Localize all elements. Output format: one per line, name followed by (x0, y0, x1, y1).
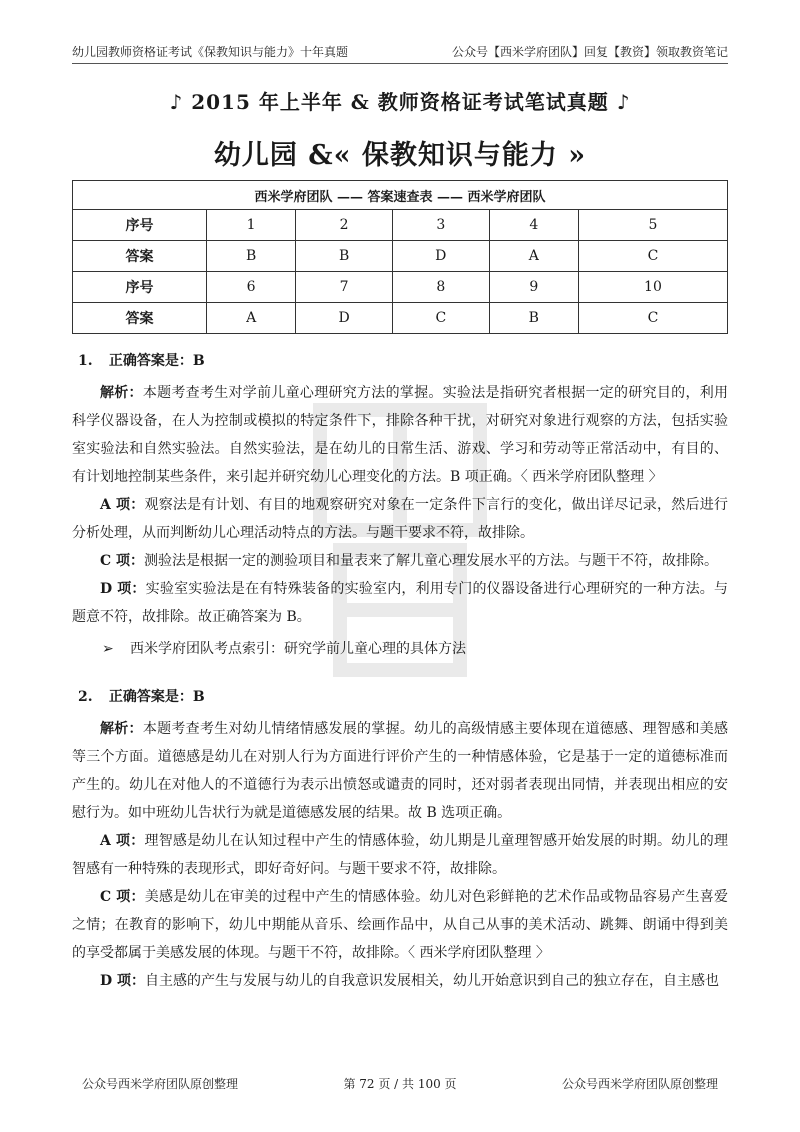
option-label: A 项： (100, 833, 145, 849)
table-cell: C (578, 241, 727, 272)
table-cell: 4 (489, 210, 578, 241)
table-cell: A (207, 303, 296, 334)
row-label: 序号 (73, 272, 207, 303)
option-text: 美感是幼儿在审美的过程中产生的情感体验。幼儿对色彩鲜艳的艺术作品或物品容易产生喜爱之情；在教育的影响下，幼儿中期能从音乐、绘画作品中，从自己从事的美术活动、跳舞、朗诵中得到美的享受都属于美感发展的体现。与题干不符，故排除。〈 西米学府团队整理 〉 (72, 889, 728, 961)
table-cell: B (207, 241, 296, 272)
table-cell: D (392, 241, 489, 272)
row-label: 答案 (73, 241, 207, 272)
option-text: 测验法是根据一定的测验项目和量表来了解儿童心理发展水平的方法。与题干不符，故排除。 (144, 553, 719, 569)
option-paragraph (72, 547, 728, 575)
table-cell: 6 (207, 272, 296, 303)
option-text: 实验室实验法是在有特殊装备的实验室内，利用专门的仪器设备进行心理研究的一种方法。与题意不符，故排除。故正确答案为 B。 (72, 581, 729, 625)
table-cell: C (392, 303, 489, 334)
table-cell: A (489, 241, 578, 272)
table-cell: 10 (578, 272, 727, 303)
page-title: ♪ 2015 年上半年 & 教师资格证考试笔试真题 ♪ (169, 90, 631, 114)
question-heading (78, 683, 728, 711)
question-heading (78, 347, 728, 375)
option-text: 观察法是有计划、有目的地观察研究对象在一定条件下言行的变化，做出详尽记录，然后进行分析处理，从而判断幼儿心理活动特点的方法。与题干要求不符，故排除。 (72, 497, 728, 541)
option-label: D 项： (100, 973, 146, 989)
analysis-label: 解析： (100, 721, 143, 737)
table-row (73, 210, 728, 241)
page-number: 第 72 页 / 共 100 页 (343, 1077, 457, 1091)
option-paragraph (72, 575, 728, 631)
table-cell: B (296, 241, 393, 272)
table-cell: 8 (392, 272, 489, 303)
option-text: 自主感的产生与发展与幼儿的自我意识发展相关，幼儿开始意识到自己的独立存在，自主感也 (145, 973, 720, 989)
table-cell: 9 (489, 272, 578, 303)
question-number: 2. (78, 689, 93, 705)
table-cell: 3 (392, 210, 489, 241)
analysis-paragraph (72, 379, 728, 491)
analysis-paragraph (72, 715, 728, 827)
table-cell: 1 (207, 210, 296, 241)
table-caption: 西米学府团队 —— 答案速查表 —— 西米学府团队 (73, 181, 728, 210)
footer-right: 公众号西米学府团队原创整理 (561, 1077, 718, 1091)
page-footer (72, 1075, 728, 1095)
index-note-text: 西米学府团队考点索引：研究学前儿童心理的具体方法 (130, 641, 466, 657)
option-paragraph (72, 491, 728, 547)
option-label: C 项： (100, 889, 145, 905)
option-paragraph (72, 967, 728, 995)
analysis-text: 本题考查考生对学前儿童心理研究方法的掌握。实验法是指研究者根据一定的研究目的，利用科学仪器设备，在人为控制或模拟的特定条件下，排除各种干扰，对研究对象进行观察的方法，包括实验室实验法和自然实验法。自然实验法，是在幼儿的日常生活、游戏、学习和劳动等正常活动中，有目的、有计划地控制某些条件，来引起并研究幼儿心理变化的方法。B 项正确。〈 西米学府团队整理 〉 (72, 385, 729, 485)
header-left: 幼儿园教师资格证考试《保教知识与能力》十年真题 (72, 45, 349, 59)
option-label: A 项： (100, 497, 145, 513)
index-note (102, 635, 728, 663)
question-number: 1. (78, 353, 93, 369)
option-label: C 项： (100, 553, 145, 569)
table-row (73, 303, 728, 334)
option-paragraph (72, 827, 728, 883)
table-cell: 2 (296, 210, 393, 241)
table-row (73, 272, 728, 303)
option-paragraph (72, 883, 728, 967)
arrow-bullet-icon: ➢ (102, 641, 114, 657)
table-cell: B (489, 303, 578, 334)
answer-explanations (72, 345, 728, 995)
table-cell: C (578, 303, 727, 334)
row-label: 答案 (73, 303, 207, 334)
table-caption-row (73, 181, 728, 210)
analysis-text: 本题考查考生对幼儿情绪情感发展的掌握。幼儿的高级情感主要体现在道德感、理智感和美感等三个方面。道德感是幼儿在对别人行为方面进行评价产生的一种情感体验，它是基于一定的道德标准而产生的。幼儿在对他人的不道德行为表示出愤怒或谴责的同时，还对弱者表现出同情，并表现出相应的安慰行为。如中班幼儿告状行为就是道德感发展的结果。故 B 选项正确。 (72, 721, 729, 821)
table-row (73, 241, 728, 272)
table-cell: 5 (578, 210, 727, 241)
table-cell: 7 (296, 272, 393, 303)
page-subtitle: 幼儿园 &« 保教知识与能力 » (213, 140, 587, 171)
answer-table (72, 180, 728, 334)
header-right: 公众号【西米学府团队】回复【教资】领取教资笔记 (451, 45, 728, 59)
page-header (72, 43, 728, 64)
table-cell: D (296, 303, 393, 334)
row-label: 序号 (73, 210, 207, 241)
option-text: 理智感是幼儿在认知过程中产生的情感体验，幼儿期是儿童理智感开始发展的时期。幼儿的理智感有一种特殊的表现形式，即好奇好问。与题干要求不符，故排除。 (72, 833, 728, 877)
correct-answer: 正确答案是：B (108, 353, 205, 369)
footer-left: 公众号西米学府团队原创整理 (82, 1077, 239, 1091)
analysis-label: 解析： (100, 385, 143, 401)
correct-answer: 正确答案是：B (108, 689, 205, 705)
option-label: D 项： (100, 581, 146, 597)
